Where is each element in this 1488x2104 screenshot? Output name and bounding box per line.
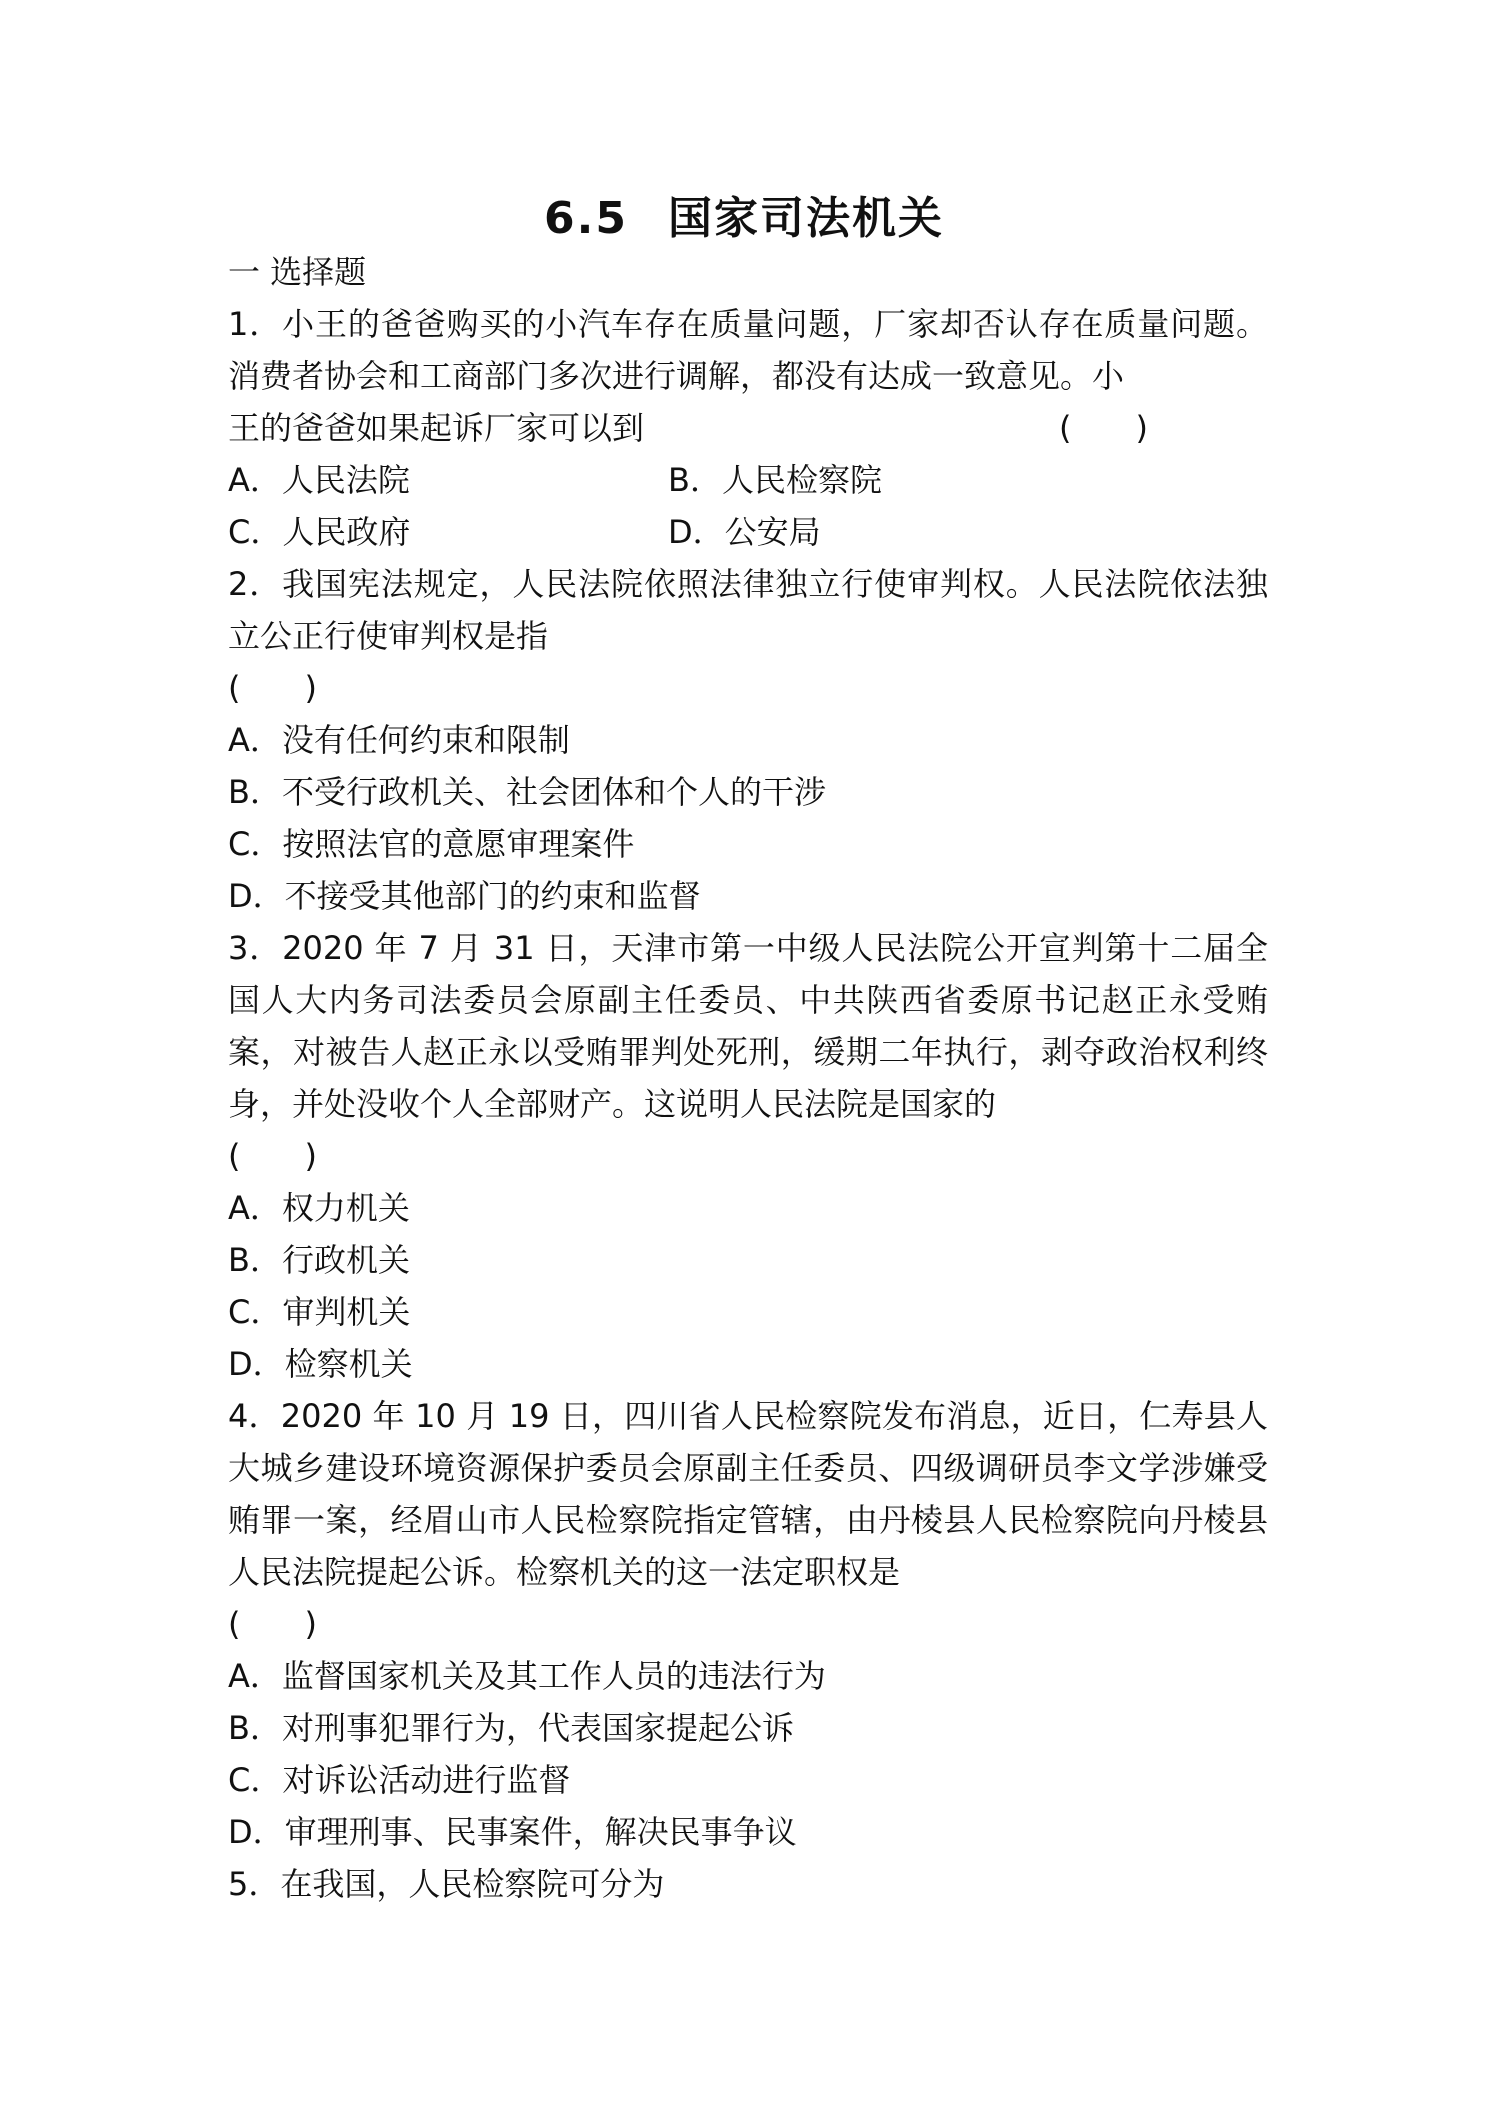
q2-option-c: C．按照法官的意愿审理案件 [228, 825, 635, 863]
q4-answer-paren: ( ) [228, 1605, 317, 1643]
q2-answer-paren: ( ) [228, 669, 317, 707]
q3-stem: 3．2020 年 7 月 31 日，天津市第一中级人民法院公开宣判第十二届全国人大内务司法委员会原副主任委员、中共陕西省委原书记赵正永受贿案，对被告人赵正永以受贿罪判处死刑，缓期二年执行，剥夺政治权利终身，并处没收个人全部财产。这说明人民法院是国家的 [228, 929, 1268, 1123]
q1-option-a: A．人民法院 [228, 461, 410, 499]
q2-option-b: B．不受行政机关、社会团体和个人的干涉 [228, 773, 826, 811]
q2-option-a: A．没有任何约束和限制 [228, 721, 570, 759]
q3-option-d: D．检察机关 [228, 1345, 413, 1383]
q1-stem: 1．小王的爸爸购买的小汽车存在质量问题，厂家却否认存在质量问题。消费者协会和工商部门多次进行调解，都没有达成一致意见。小 [228, 305, 1268, 395]
q1-options-row-2 [228, 506, 1268, 558]
q5-stem: 5．在我国，人民检察院可分为 [228, 1865, 665, 1903]
q1-option-c: C．人民政府 [228, 513, 411, 551]
q3-option-b: B．行政机关 [228, 1241, 410, 1279]
q4-option-a: A．监督国家机关及其工作人员的违法行为 [228, 1657, 826, 1695]
q1-option-d: D．公安局 [668, 513, 821, 551]
q4-option-b: B．对刑事犯罪行为，代表国家提起公诉 [228, 1709, 794, 1747]
q2-stem: 2．我国宪法规定，人民法院依照法律独立行使审判权。人民法院依法独立公正行使审判权是指 [228, 565, 1268, 655]
title-number: 6.5 [544, 193, 628, 244]
q1-stem-end [228, 402, 1268, 454]
q3-option-a: A．权力机关 [228, 1189, 410, 1227]
q4-option-d: D．审理刑事、民事案件，解决民事争议 [228, 1813, 797, 1851]
q4-stem: 4．2020 年 10 月 19 日，四川省人民检察院发布消息，近日，仁寿县人大城乡建设环境资源保护委员会原副主任委员、四级调研员李文学涉嫌受贿罪一案，经眉山市人民检察院指定管辖，由丹棱县人民检察院向丹棱县人民法院提起公诉。检察机关的这一法定职权是 [228, 1397, 1268, 1591]
title-text: 国家司法机关 [667, 193, 944, 244]
q1-option-b: B．人民检察院 [668, 461, 882, 499]
q3-option-c: C．审判机关 [228, 1293, 411, 1331]
question-list [228, 246, 1268, 1910]
q1-answer-paren: ( ) [1059, 409, 1148, 447]
q3-answer-paren: ( ) [228, 1137, 317, 1175]
page-title [0, 182, 1488, 246]
q4-option-c: C．对诉讼活动进行监督 [228, 1761, 571, 1799]
q2-option-d: D．不接受其他部门的约束和监督 [228, 877, 701, 915]
section-heading: 一 选择题 [228, 253, 367, 291]
q1-stem-tail: 王的爸爸如果起诉厂家可以到 [228, 409, 645, 447]
q1-options-row-1 [228, 454, 1268, 506]
